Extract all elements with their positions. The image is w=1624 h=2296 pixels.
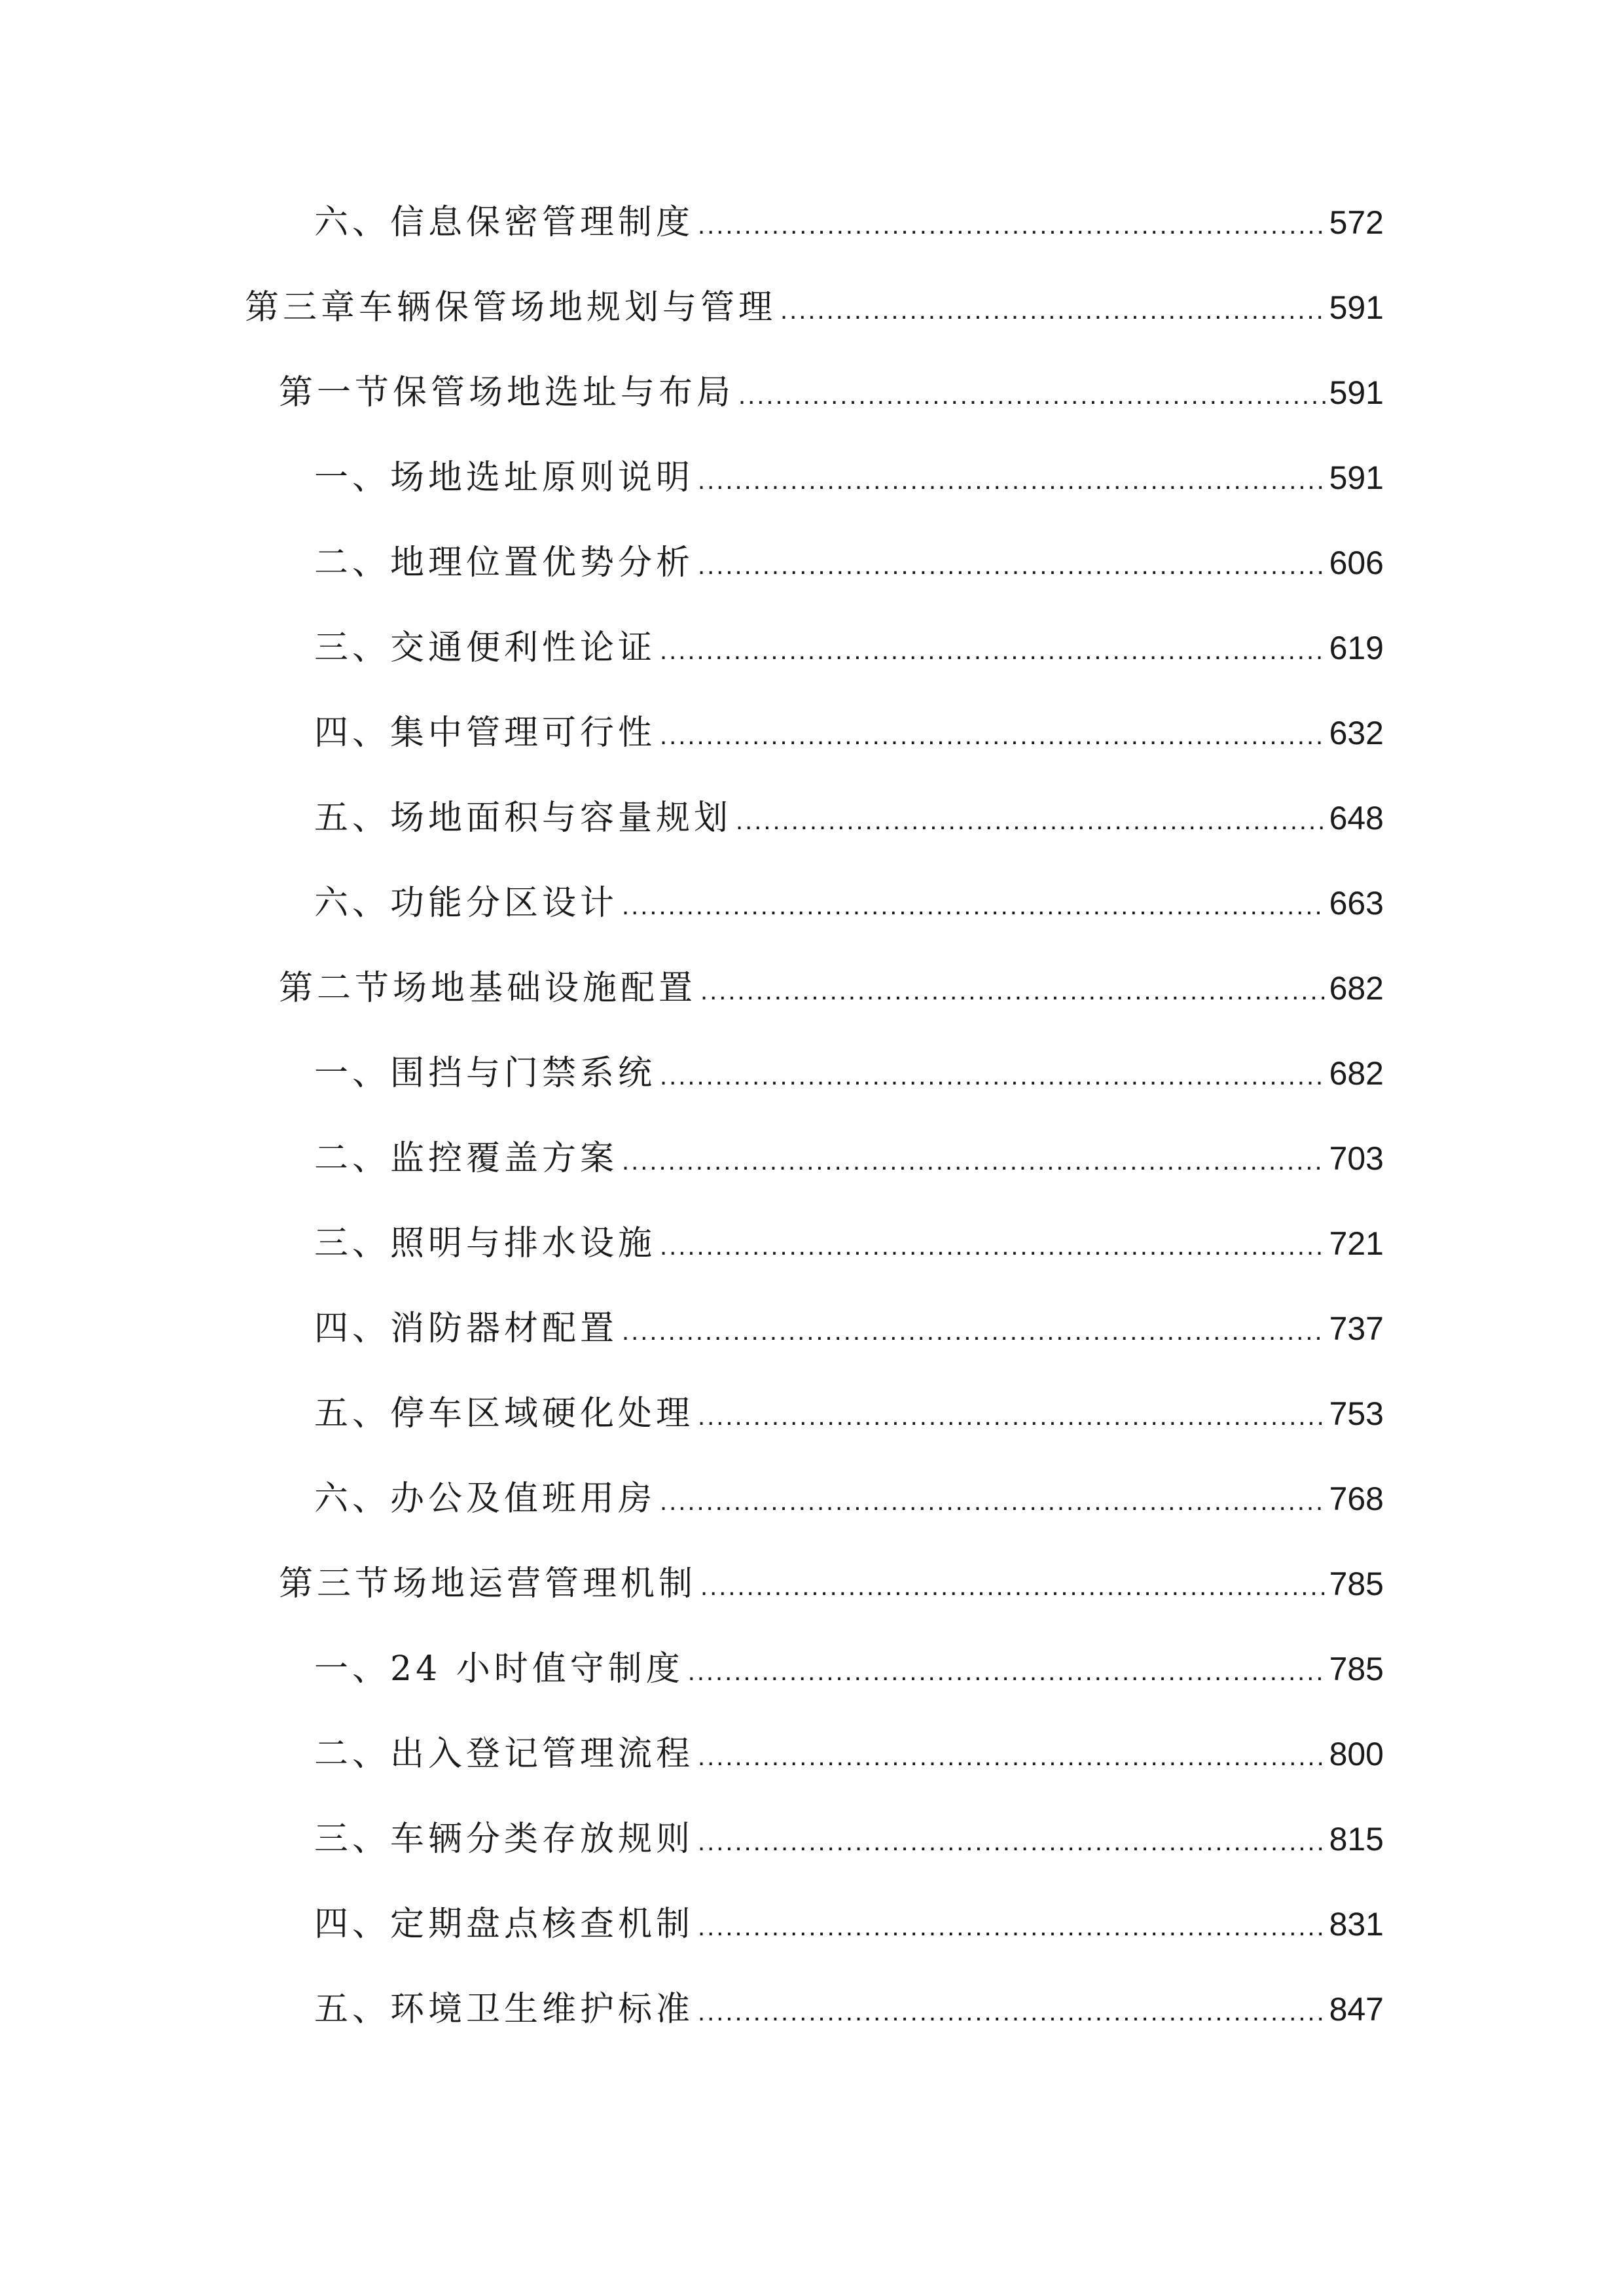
- toc-dot-leader: [622, 880, 1326, 932]
- toc-dot-leader: [698, 539, 1326, 592]
- toc-entry[interactable]: [279, 962, 1384, 1014]
- toc-entry[interactable]: [314, 1217, 1384, 1270]
- toc-entry-title: 六、功能分区设计: [314, 884, 619, 923]
- toc-entry[interactable]: [314, 1983, 1384, 2036]
- toc-entry[interactable]: [279, 1558, 1384, 1610]
- toc-entry-page: 785: [1329, 1566, 1384, 1602]
- toc-entry-page: 737: [1329, 1310, 1384, 1347]
- toc-entry-page: 591: [1329, 459, 1384, 496]
- toc-entry-title: 五、环境卫生维护标准: [314, 1990, 695, 2029]
- toc-dot-leader: [736, 795, 1326, 847]
- toc-entry-title: 六、信息保密管理制度: [314, 203, 695, 242]
- toc-entry-page: 785: [1329, 1651, 1384, 1687]
- toc-entry[interactable]: [314, 452, 1384, 504]
- toc-entry[interactable]: [314, 877, 1384, 929]
- toc-entry[interactable]: [314, 1047, 1384, 1100]
- toc-entry-title: 五、停车区域硬化处理: [314, 1394, 695, 1433]
- toc-dot-leader: [700, 965, 1326, 1017]
- toc-entry[interactable]: [314, 196, 1384, 249]
- toc-entry-page: 572: [1329, 204, 1384, 241]
- toc-entry-title: 第一节保管场地选址与布局: [279, 373, 735, 412]
- toc-entry-page: 831: [1329, 1906, 1384, 1943]
- toc-entry[interactable]: [314, 1898, 1384, 1950]
- toc-dot-leader: [698, 199, 1326, 251]
- toc-entry[interactable]: [314, 1473, 1384, 1525]
- toc-dot-leader: [660, 1050, 1326, 1102]
- toc-entry[interactable]: [314, 1643, 1384, 1695]
- toc-dot-leader: [660, 624, 1326, 677]
- toc-entry[interactable]: [314, 1813, 1384, 1865]
- toc-dot-leader: [660, 1475, 1326, 1528]
- toc-dot-leader: [660, 1220, 1326, 1272]
- toc-entry-page: 847: [1329, 1991, 1384, 2028]
- toc-dot-leader: [698, 1901, 1326, 1953]
- toc-dot-leader: [700, 1560, 1326, 1613]
- toc-entry[interactable]: [279, 367, 1384, 419]
- toc-entry-page: 619: [1329, 630, 1384, 666]
- toc-dot-leader: [698, 1390, 1326, 1443]
- toc-entry[interactable]: [314, 1728, 1384, 1780]
- toc-entry-page: 648: [1329, 800, 1384, 836]
- toc-entry-title: 五、场地面积与容量规划: [314, 798, 732, 838]
- toc-dot-leader: [698, 1731, 1326, 1783]
- toc-entry-page: 703: [1329, 1140, 1384, 1177]
- toc-entry-page: 768: [1329, 1480, 1384, 1517]
- toc-dot-leader: [660, 709, 1326, 762]
- toc-entry-title: 二、出入登记管理流程: [314, 1734, 695, 1774]
- toc-entry-title: 第三节场地运营管理机制: [279, 1564, 697, 1604]
- toc-entry[interactable]: [314, 537, 1384, 589]
- toc-dot-leader: [688, 1645, 1326, 1698]
- toc-dot-leader: [780, 284, 1326, 336]
- toc-entry-page: 800: [1329, 1736, 1384, 1772]
- toc-entry-title: 四、集中管理可行性: [314, 713, 657, 753]
- toc-entry-page: 682: [1329, 1055, 1384, 1092]
- toc-dot-leader: [622, 1135, 1326, 1187]
- toc-entry-title: 一、场地选址原则说明: [314, 458, 695, 497]
- toc-entry[interactable]: [314, 1388, 1384, 1440]
- toc-entry[interactable]: [245, 281, 1384, 334]
- toc-entry-page: 591: [1329, 289, 1384, 326]
- toc-entry-title: 三、车辆分类存放规则: [314, 1820, 695, 1859]
- toc-entry-page: 591: [1329, 374, 1384, 411]
- toc-entry[interactable]: [314, 1302, 1384, 1355]
- toc-entry-page: 632: [1329, 715, 1384, 751]
- toc-dot-leader: [738, 369, 1326, 422]
- toc-entry-page: 606: [1329, 545, 1384, 581]
- toc-entry-title: 四、消防器材配置: [314, 1309, 619, 1348]
- toc-dot-leader: [698, 1816, 1326, 1868]
- toc-entry-title: 第三章车辆保管场地规划与管理: [245, 288, 777, 327]
- toc-entry[interactable]: [314, 1132, 1384, 1185]
- toc-entry-page: 682: [1329, 970, 1384, 1007]
- toc-entry-title: 三、照明与排水设施: [314, 1224, 657, 1263]
- toc-entry[interactable]: [314, 707, 1384, 759]
- toc-entry-title: 第二节场地基础设施配置: [279, 969, 697, 1008]
- toc-dot-leader: [698, 454, 1326, 507]
- toc-dot-leader: [622, 1305, 1326, 1357]
- toc-entry-title: 二、地理位置优势分析: [314, 543, 695, 583]
- toc-entry-title: 四、定期盘点核查机制: [314, 1905, 695, 1944]
- toc-entry-page: 663: [1329, 885, 1384, 922]
- toc-entry[interactable]: [314, 622, 1384, 674]
- toc-entry[interactable]: [314, 792, 1384, 844]
- toc-entry-page: 753: [1329, 1395, 1384, 1432]
- toc-entry-title: 六、办公及值班用房: [314, 1479, 657, 1518]
- toc-entry-title: 一、围挡与门禁系统: [314, 1054, 657, 1093]
- toc-entry-title: 一、24 小时值守制度: [314, 1649, 684, 1689]
- toc-entry-title: 二、监控覆盖方案: [314, 1139, 619, 1178]
- toc-entry-page: 815: [1329, 1821, 1384, 1857]
- toc-entry-page: 721: [1329, 1225, 1384, 1262]
- toc-dot-leader: [698, 1986, 1326, 2038]
- toc-entry-title: 三、交通便利性论证: [314, 628, 657, 668]
